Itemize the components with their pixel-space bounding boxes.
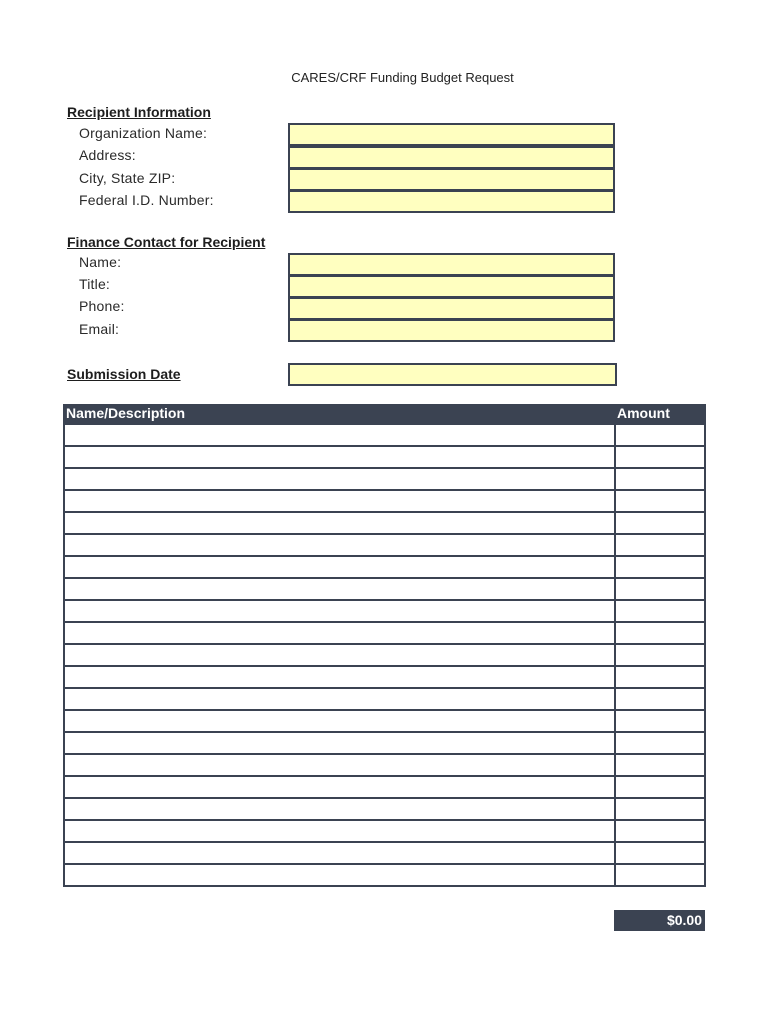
contact-email-field[interactable] <box>288 319 615 342</box>
table-row <box>65 445 704 467</box>
description-cell[interactable] <box>65 513 616 533</box>
table-row <box>65 489 704 511</box>
org-name-label: Organization Name: <box>79 125 208 141</box>
description-cell[interactable] <box>65 689 616 709</box>
table-header <box>63 404 706 423</box>
table-row <box>65 621 704 643</box>
table-row <box>65 709 704 731</box>
table-row <box>65 753 704 775</box>
contact-phone-field[interactable] <box>288 297 615 320</box>
amount-cell[interactable] <box>616 601 704 621</box>
amount-cell[interactable] <box>616 799 704 819</box>
recipient-heading: Recipient Information <box>67 104 211 120</box>
description-cell[interactable] <box>65 601 616 621</box>
contact-title-label: Title: <box>79 276 111 292</box>
name-description-header: Name/Description <box>66 405 186 421</box>
table-row <box>65 511 704 533</box>
address-label: Address: <box>79 147 136 163</box>
amount-cell[interactable] <box>616 425 704 445</box>
description-cell[interactable] <box>65 711 616 731</box>
amount-cell[interactable] <box>616 535 704 555</box>
amount-cell[interactable] <box>616 865 704 885</box>
description-cell[interactable] <box>65 733 616 753</box>
description-cell[interactable] <box>65 645 616 665</box>
table-row <box>65 467 704 489</box>
amount-cell[interactable] <box>616 689 704 709</box>
table-row <box>65 797 704 819</box>
table-row <box>65 775 704 797</box>
budget-table <box>63 404 706 887</box>
amount-cell[interactable] <box>616 447 704 467</box>
description-cell[interactable] <box>65 491 616 511</box>
table-row <box>65 863 704 885</box>
table-row <box>65 819 704 841</box>
page-title: CARES/CRF Funding Budget Request <box>291 70 514 85</box>
federal-id-label: Federal I.D. Number: <box>79 192 214 208</box>
contact-name-label: Name: <box>79 254 122 270</box>
description-cell[interactable] <box>65 425 616 445</box>
amount-cell[interactable] <box>616 821 704 841</box>
table-row <box>65 599 704 621</box>
address-field[interactable] <box>288 146 615 169</box>
amount-header: Amount <box>617 405 670 421</box>
table-row <box>65 423 704 445</box>
amount-cell[interactable] <box>616 469 704 489</box>
description-cell[interactable] <box>65 777 616 797</box>
description-cell[interactable] <box>65 843 616 863</box>
amount-cell[interactable] <box>616 843 704 863</box>
amount-cell[interactable] <box>616 667 704 687</box>
table-row <box>65 731 704 753</box>
description-cell[interactable] <box>65 579 616 599</box>
federal-id-field[interactable] <box>288 190 615 213</box>
total-amount: $0.00 <box>614 910 705 931</box>
city-state-zip-field[interactable] <box>288 168 615 191</box>
table-row <box>65 643 704 665</box>
amount-cell[interactable] <box>616 733 704 753</box>
submission-date-heading: Submission Date <box>67 366 181 382</box>
description-cell[interactable] <box>65 755 616 775</box>
amount-cell[interactable] <box>616 491 704 511</box>
table-row <box>65 533 704 555</box>
amount-cell[interactable] <box>616 557 704 577</box>
table-body <box>63 423 706 887</box>
description-cell[interactable] <box>65 667 616 687</box>
table-row <box>65 555 704 577</box>
amount-cell[interactable] <box>616 755 704 775</box>
amount-cell[interactable] <box>616 645 704 665</box>
table-row <box>65 687 704 709</box>
description-cell[interactable] <box>65 447 616 467</box>
contact-name-field[interactable] <box>288 253 615 276</box>
amount-cell[interactable] <box>616 623 704 643</box>
description-cell[interactable] <box>65 821 616 841</box>
table-row <box>65 577 704 599</box>
description-cell[interactable] <box>65 799 616 819</box>
description-cell[interactable] <box>65 623 616 643</box>
table-row <box>65 665 704 687</box>
finance-heading: Finance Contact for Recipient <box>67 234 266 250</box>
description-cell[interactable] <box>65 469 616 489</box>
contact-phone-label: Phone: <box>79 298 125 314</box>
table-row <box>65 841 704 863</box>
city-state-zip-label: City, State ZIP: <box>79 170 176 186</box>
amount-cell[interactable] <box>616 513 704 533</box>
contact-title-field[interactable] <box>288 275 615 298</box>
amount-cell[interactable] <box>616 777 704 797</box>
org-name-field[interactable] <box>288 123 615 146</box>
contact-email-label: Email: <box>79 321 120 337</box>
description-cell[interactable] <box>65 535 616 555</box>
description-cell[interactable] <box>65 865 616 885</box>
submission-date-field[interactable] <box>288 363 617 386</box>
amount-cell[interactable] <box>616 711 704 731</box>
description-cell[interactable] <box>65 557 616 577</box>
amount-cell[interactable] <box>616 579 704 599</box>
